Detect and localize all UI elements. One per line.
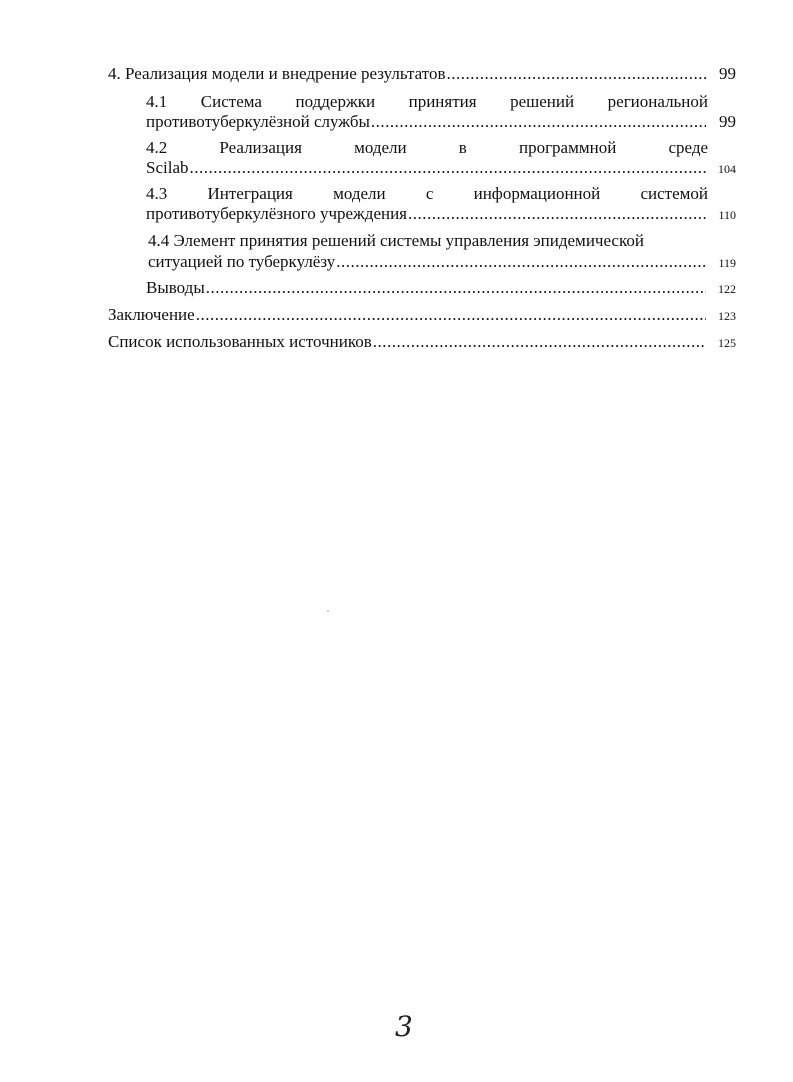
toc-entry-4-4-line2: ситуацией по туберкулёзу .....: [148, 250, 708, 273]
toc-page-number: 119: [718, 256, 736, 270]
leader-dots: [373, 330, 706, 353]
handwritten-page-number: 3: [395, 1010, 413, 1043]
toc-entry-references: Список использованных источников .....: [108, 330, 708, 353]
leader-dots: [190, 156, 707, 179]
toc-entry-summary: Заключение .....: [108, 303, 708, 326]
leader-dots: [447, 62, 707, 85]
toc-entry-4-3-line1: 4.3 Интеграция модели с информационной системой: [146, 184, 708, 203]
toc-entry-4-2-line1: 4.2 Реализация модели в программной среде: [146, 138, 709, 157]
toc-entry-4-2-line2: Scilab .....: [146, 156, 708, 179]
leader-dots: [408, 202, 706, 225]
toc-page-number: 122: [718, 282, 736, 296]
scan-speck: [327, 610, 329, 612]
leader-dots: [336, 250, 706, 273]
toc-entry-title: 4. Реализация модели и внедрение результатов: [108, 64, 446, 83]
toc-page-number: 99: [719, 112, 736, 131]
toc-page-number: 123: [718, 309, 736, 323]
toc-page-number: 125: [718, 336, 736, 350]
toc-entry-conclusions: Выводы .....: [146, 276, 708, 299]
toc-entry-4-1-line1: 4.1 Система поддержки принятия решений региональной: [146, 92, 708, 111]
toc-page-number: 99: [719, 64, 736, 83]
leader-dots: [206, 276, 706, 299]
toc-page-number: 104: [718, 162, 736, 176]
leader-dots: [371, 110, 706, 133]
toc-entry-4-1-line2: противотуберкулёзной службы .....: [146, 110, 708, 133]
toc-page-number: 110: [718, 208, 736, 222]
toc-entry-4-4-line1: 4.4 Элемент принятия решений системы управления эпидемической: [148, 231, 644, 250]
leader-dots: [196, 303, 706, 326]
toc-entry-chapter-4: [108, 62, 708, 85]
toc-entry-4-3-line2: противотуберкулёзного учреждения .....: [146, 202, 708, 225]
